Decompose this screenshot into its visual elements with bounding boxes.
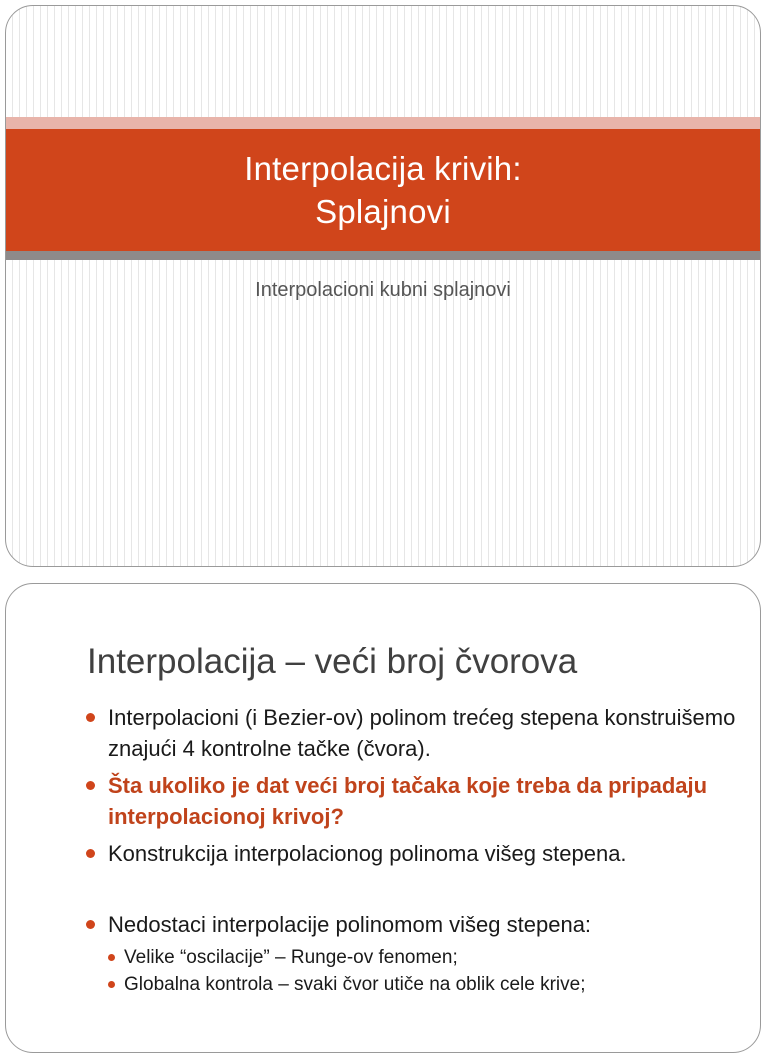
sub-bullet-list — [104, 944, 744, 998]
bullet-dot-icon — [108, 981, 115, 988]
bullet-dot-icon — [86, 849, 95, 858]
bullet-item — [84, 909, 744, 998]
bullet-dot-icon — [108, 954, 115, 961]
slide-title-line-1: Interpolacija krivih: — [244, 150, 522, 187]
bullet-list — [84, 702, 744, 1004]
sub-bullet-text: Velike “oscilacije” – Runge-ov fenomen; — [124, 947, 458, 968]
bullet-item-emphasis — [84, 770, 744, 832]
bullet-item — [84, 702, 744, 764]
sub-bullet-text: Globalna kontrola – svaki čvor utiče na oblik cele krive; — [124, 974, 586, 995]
title-band-bottom-accent — [6, 251, 760, 260]
bullet-item — [84, 838, 744, 869]
bullet-dot-icon — [86, 920, 95, 929]
slide-title-line-2: Splajnovi — [315, 193, 451, 230]
bullet-text: Konstrukcija interpolacionog polinoma višeg stepena. — [108, 841, 627, 866]
sub-bullet-item — [104, 971, 744, 998]
content-slide — [5, 583, 761, 1053]
bullet-text: Nedostaci interpolacije polinomom višeg stepena: — [108, 912, 592, 937]
bullet-dot-icon — [86, 713, 95, 722]
title-band-top-accent — [6, 117, 760, 129]
title-band — [6, 129, 760, 251]
slide-subtitle: Interpolacioni kubni splajnovi — [255, 279, 511, 301]
bullet-dot-icon — [86, 781, 95, 790]
bullet-text: Šta ukoliko je dat veći broj tačaka koje treba da pripadaju interpolacionoj krivoj? — [108, 773, 708, 829]
bullet-text: Interpolacioni (i Bezier-ov) polinom trećeg stepena konstruišemo znajući 4 kontrolne tačke (čvora). — [108, 705, 736, 761]
sub-bullet-item — [104, 944, 744, 971]
slide-heading: Interpolacija – veći broj čvorova — [87, 642, 578, 681]
title-slide — [5, 5, 761, 567]
